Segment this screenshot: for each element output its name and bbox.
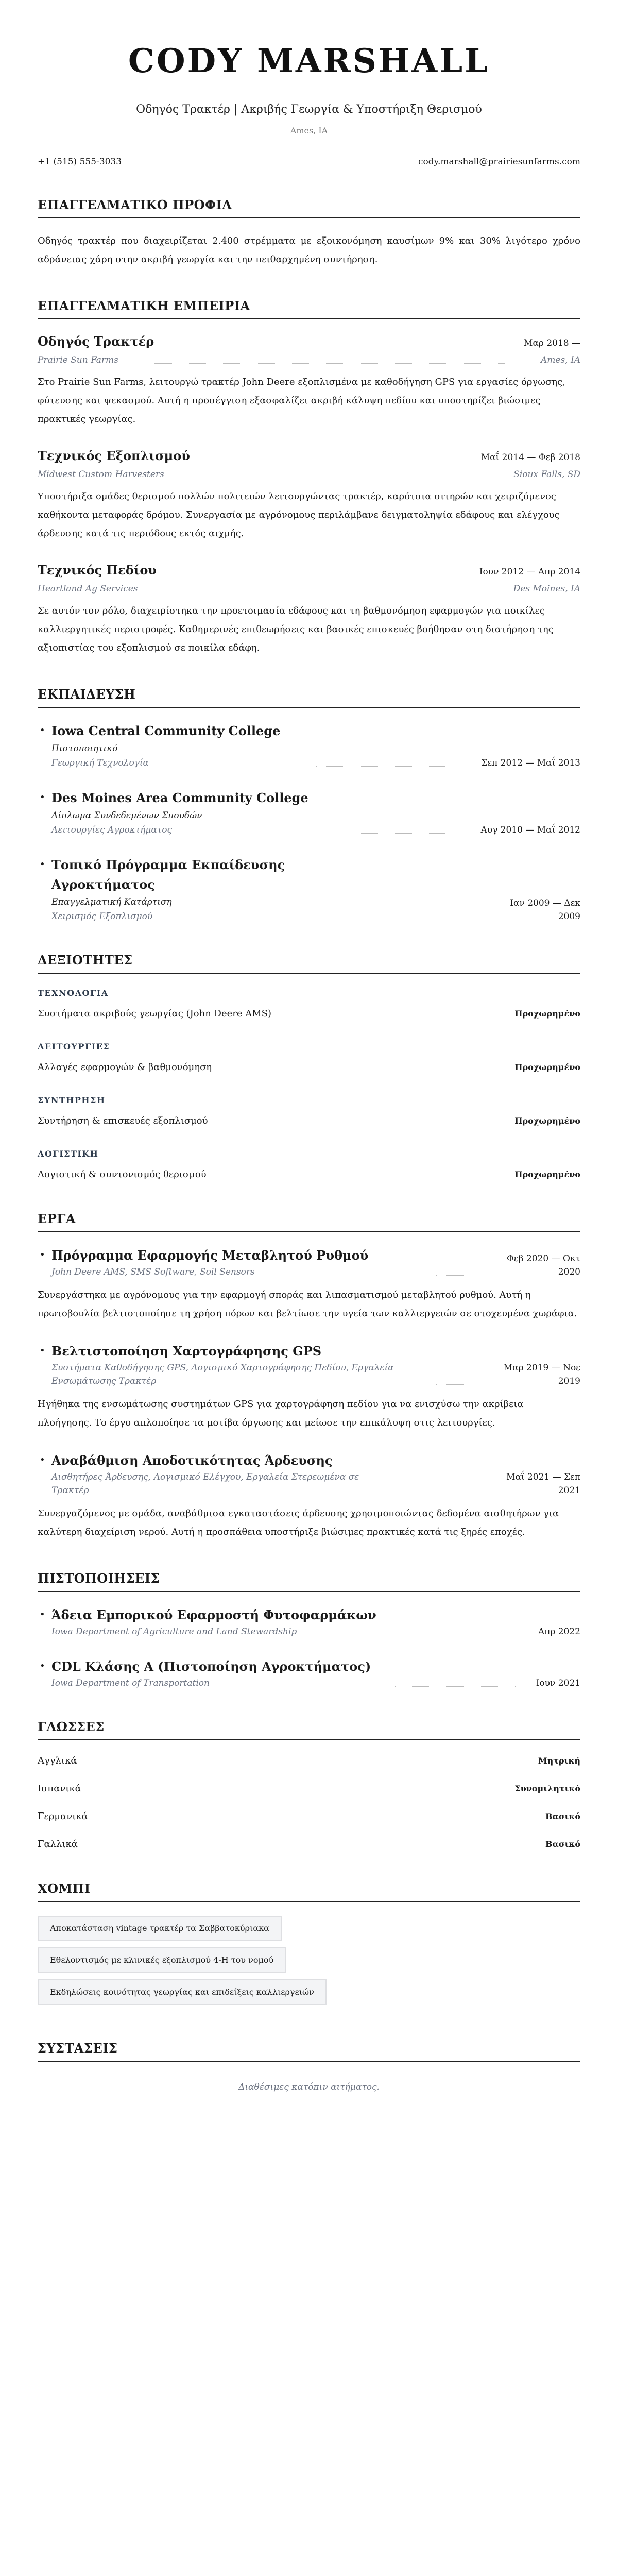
- job-description: Σε αυτόν τον ρόλο, διαχειρίστηκα την προετοιμασία εδάφους και τη βαθμονόμηση εφαρμογών για ποικίλες καλλιεργητικές περιστροφές. Καθημερινές επιθεωρήσεις και βασικές επισκευές βοήθησαν στη διατήρηση της αξιοπιστίας του εξοπλισμού σε ποικίλα εδάφη.: [38, 605, 554, 653]
- job-dates: Μαρ 2018 —: [524, 338, 580, 348]
- resume-header: [38, 41, 580, 168]
- dotted-leader: [395, 1686, 516, 1687]
- bullet-icon: •: [40, 1609, 45, 1620]
- certification-entry: [38, 1657, 580, 1690]
- job-dates: Μαΐ 2014 — Φεβ 2018: [480, 452, 580, 463]
- degree: Πιστοποιητικό: [52, 743, 118, 754]
- hobby-chip: Εκδηλώσεις κοινότητας γεωργίας και επιδείξεις καλλιεργειών: [38, 1979, 327, 2005]
- certifications-section: [38, 1570, 580, 1690]
- skill-category: ΣΥΝΤΗΡΗΣΗ: [38, 1095, 106, 1105]
- certification-date: Ιουν 2021: [536, 1678, 580, 1688]
- skill-level: Προχωρημένο: [514, 1009, 580, 1019]
- bullet-icon: •: [40, 792, 45, 803]
- skill-name: Αλλαγές εφαρμογών & βαθμονόμηση: [38, 1062, 212, 1073]
- language-name: Γαλλικά: [38, 1839, 78, 1850]
- job-entry: [38, 333, 580, 429]
- hobbies-section: [38, 1880, 580, 2011]
- bullet-icon: •: [40, 1249, 45, 1260]
- section-title: ΕΚΠΑΙΔΕΥΣΗ: [38, 686, 580, 708]
- section-title: ΠΙΣΤΟΠΟΙΗΣΕΙΣ: [38, 1570, 580, 1592]
- section-title: ΕΡΓΑ: [38, 1211, 580, 1232]
- education-dates: Σεπ 2012 — Μαΐ 2013: [481, 758, 580, 768]
- field-of-study: Λειτουργίες Αγροκτήματος: [52, 825, 172, 835]
- degree: Επαγγελματική Κατάρτιση: [52, 897, 172, 907]
- languages-section: [38, 1719, 580, 1852]
- project-entry: [38, 1342, 580, 1432]
- skill-name: Συντήρηση & επισκευές εξοπλισμού: [38, 1115, 208, 1126]
- certification-name: Άδεια Εμπορικού Εφαρμοστή Φυτοφαρμάκων: [52, 1607, 376, 1622]
- skill-name: Λογιστική & συντονισμός θερισμού: [38, 1169, 207, 1180]
- headline: Οδηγός Τρακτέρ | Ακριβής Γεωργία & Υποστήριξη Θερισμού: [136, 103, 482, 116]
- section-title: ΕΠΑΓΓΕΛΜΑΤΙΚΟ ΠΡΟΦΙΛ: [38, 197, 580, 218]
- project-tech: John Deere AMS, SMS Software, Soil Sensors: [52, 1267, 255, 1277]
- project-entry: [38, 1246, 580, 1323]
- projects-section: [38, 1211, 580, 1541]
- project-name: Αναβάθμιση Αποδοτικότητας Άρδευσης: [52, 1453, 333, 1468]
- education-dates: Ιαν 2009 — Δεκ 2009: [510, 898, 580, 922]
- project-description: Συνεργάστηκα με αγρόνομους για την εφαρμογή σποράς και λιπασματισμού μεταβλητού ρυθμού. Αυτή η πρωτοβουλία βελτιστοποίησε τη χρήση πόρων και βελτίωσε την υγεία των καλλιεργειών σε στοχευμένα χωράφια.: [38, 1290, 577, 1319]
- skill-level: Προχωρημένο: [514, 1170, 580, 1179]
- job-location: Ames, IA: [541, 355, 580, 365]
- skill-group: [38, 1148, 580, 1182]
- project-dates: Μαΐ 2021 — Σεπ 2021: [506, 1472, 580, 1496]
- language-name: Ισπανικά: [38, 1783, 81, 1794]
- company: Heartland Ag Services: [38, 584, 138, 594]
- language-row: [38, 1754, 580, 1768]
- project-description: Ηγήθηκα της ενσωμάτωσης συστημάτων GPS για χαρτογράφηση πεδίου για να ενισχύσω την ακρίβεια πλοήγησης. Το έργο απλοποίησε τα μοτίβα όργωσης και μείωσε την επικάλυψη στις λειτουργίες.: [38, 1399, 524, 1428]
- job-entry: [38, 447, 580, 543]
- field-of-study: Χειρισμός Εξοπλισμού: [52, 911, 153, 922]
- project-dates: Φεβ 2020 — Οκτ 2020: [506, 1253, 580, 1277]
- certification-date: Απρ 2022: [538, 1626, 580, 1637]
- language-level: Βασικό: [545, 1839, 580, 1849]
- section-title: ΧΟΜΠΙ: [38, 1880, 580, 1902]
- skill-group: [38, 1041, 580, 1075]
- bullet-icon: •: [40, 1454, 45, 1465]
- project-name: Πρόγραμμα Εφαρμογής Μεταβλητού Ρυθμού: [52, 1248, 369, 1263]
- issuer: Iowa Department of Transportation: [52, 1678, 210, 1688]
- skill-group: [38, 1094, 580, 1128]
- hobby-chip: Εθελοντισμός με κλινικές εξοπλισμού 4-H του νομού: [38, 1947, 286, 1973]
- degree: Δίπλωμα Συνδεδεμένων Σπουδών: [52, 810, 202, 821]
- job-title: Τεχνικός Εξοπλισμού: [38, 448, 190, 463]
- language-level: Συνομιλητικό: [514, 1784, 580, 1793]
- project-name: Βελτιστοποίηση Χαρτογράφησης GPS: [52, 1344, 322, 1359]
- language-row: [38, 1782, 580, 1796]
- bullet-icon: •: [40, 1345, 45, 1356]
- school-name: Τοπικό Πρόγραμμα Εκπαίδευσης Αγροκτήματος: [52, 857, 285, 892]
- dotted-leader: [345, 833, 445, 834]
- education-dates: Αυγ 2010 — Μαΐ 2012: [480, 825, 580, 835]
- job-dates: Ιουν 2012 — Απρ 2014: [479, 567, 580, 577]
- profile-section: [38, 197, 580, 269]
- language-level: Βασικό: [545, 1811, 580, 1821]
- field-of-study: Γεωργική Τεχνολογία: [52, 758, 149, 768]
- issuer: Iowa Department of Agriculture and Land Stewardship: [52, 1626, 297, 1637]
- contact-row: [38, 156, 580, 168]
- bullet-icon: •: [40, 1660, 45, 1671]
- project-entry: [38, 1451, 580, 1541]
- company: Midwest Custom Harvesters: [38, 469, 164, 480]
- language-level: Μητρική: [538, 1756, 580, 1766]
- dotted-leader: [436, 1275, 467, 1276]
- project-tech: Συστήματα Καθοδήγησης GPS, Λογισμικό Χαρτογράφησης Πεδίου, Εργαλεία Ενσωμάτωσης Τρακτέρ: [52, 1363, 394, 1386]
- skill-category: ΛΟΓΙΣΤΙΚΗ: [38, 1149, 99, 1159]
- section-title: ΕΠΑΓΓΕΛΜΑΤΙΚΗ ΕΜΠΕΙΡΙΑ: [38, 298, 580, 319]
- job-description: Υποστήριξα ομάδες θερισμού πολλών πολιτειών λειτουργώντας τρακτέρ, καρότσια σιτηρών και χειριζόμενος καθήκοντα μεταφοράς δρόμου. Συνεργασία με αγρόνομους περιλάμβανε δειγματοληψία εδάφους και ελέγχους άρδευσης κατά τις περιόδους εκτός αιχμής.: [38, 491, 560, 539]
- certification-name: CDL Κλάσης A (Πιστοποίηση Αγροκτήματος): [52, 1659, 371, 1674]
- education-entry: [38, 721, 580, 770]
- skill-level: Προχωρημένο: [514, 1116, 580, 1126]
- section-title: ΣΥΣΤΑΣΕΙΣ: [38, 2040, 580, 2062]
- education-entry: [38, 788, 580, 837]
- phone[interactable]: +1 (515) 555-3033: [38, 157, 122, 167]
- language-row: [38, 1809, 580, 1824]
- references-section: [38, 2040, 580, 2094]
- job-description: Στο Prairie Sun Farms, λειτουργώ τρακτέρ John Deere εξοπλισμένα με καθοδήγηση GPS για εργασίες όργωσης, φύτευσης και ψεκασμού. Αυτή η προσέγγιση εξασφαλίζει ακριβή κάλυψη πεδίου και υποστηρίζει βιώσιμες πρακτικές γεωργίας.: [38, 377, 565, 425]
- job-title: Τεχνικός Πεδίου: [38, 563, 157, 578]
- certification-entry: [38, 1605, 580, 1638]
- skill-name: Συστήματα ακριβούς γεωργίας (John Deere AMS): [38, 1008, 272, 1019]
- hobby-chip: Αποκατάσταση vintage τρακτέρ τα Σαββατοκύριακα: [38, 1916, 282, 1941]
- project-description: Συνεργαζόμενος με ομάδα, αναβάθμισα εγκαταστάσεις άρδευσης χρησιμοποιώντας δεδομένα αισθητήρων για καλύτερη διαχείριση νερού. Αυτή η προσπάθεια υποστήριξε βιώσιμες πρακτικές κατά τις ξηρές εποχές.: [38, 1508, 559, 1537]
- profile-text: Οδηγός τρακτέρ που διαχειρίζεται 2.400 στρέμματα με εξοικονόμηση καυσίμων 9% και 30% λιγότερο χρόνο αδράνειας χάρη στην ακριβή γεωργία και την πειθαρχημένη συντήρηση.: [38, 235, 580, 265]
- skill-level: Προχωρημένο: [514, 1062, 580, 1072]
- project-dates: Μαρ 2019 — Νοε 2019: [503, 1363, 580, 1386]
- job-location: Des Moines, IA: [513, 584, 580, 594]
- project-tech: Αισθητήρες Άρδευσης, Λογισμικό Ελέγχου, Εργαλεία Στερεωμένα σε Τρακτέρ: [52, 1472, 359, 1496]
- location: Ames, IA: [290, 126, 328, 135]
- experience-section: [38, 298, 580, 657]
- candidate-name: CODY MARSHALL: [128, 42, 490, 80]
- education-entry: [38, 855, 580, 923]
- school-name: Des Moines Area Community College: [52, 790, 308, 805]
- references-note: Διαθέσιμες κατόπιν αιτήματος.: [238, 2082, 380, 2092]
- email[interactable]: cody.marshall@prairiesunfarms.com: [418, 157, 580, 167]
- section-title: ΔΕΞΙΟΤΗΤΕΣ: [38, 952, 580, 974]
- dotted-leader: [154, 363, 505, 364]
- section-title: ΓΛΩΣΣΕΣ: [38, 1719, 580, 1740]
- skill-category: ΛΕΙΤΟΥΡΓΙΕΣ: [38, 1042, 110, 1052]
- language-name: Αγγλικά: [38, 1755, 77, 1766]
- company: Prairie Sun Farms: [38, 355, 118, 365]
- language-name: Γερμανικά: [38, 1811, 88, 1822]
- school-name: Iowa Central Community College: [52, 723, 281, 738]
- skill-group: [38, 987, 580, 1021]
- dotted-leader: [436, 1384, 467, 1385]
- skills-section: [38, 952, 580, 1182]
- bullet-icon: •: [40, 859, 45, 870]
- job-location: Sioux Falls, SD: [513, 469, 580, 480]
- education-section: [38, 686, 580, 923]
- language-row: [38, 1837, 580, 1852]
- skill-category: ΤΕΧΝΟΛΟΓΙΑ: [38, 988, 109, 998]
- job-title: Οδηγός Τρακτέρ: [38, 334, 154, 349]
- dotted-leader: [316, 766, 445, 767]
- job-entry: [38, 562, 580, 657]
- bullet-icon: •: [40, 725, 45, 736]
